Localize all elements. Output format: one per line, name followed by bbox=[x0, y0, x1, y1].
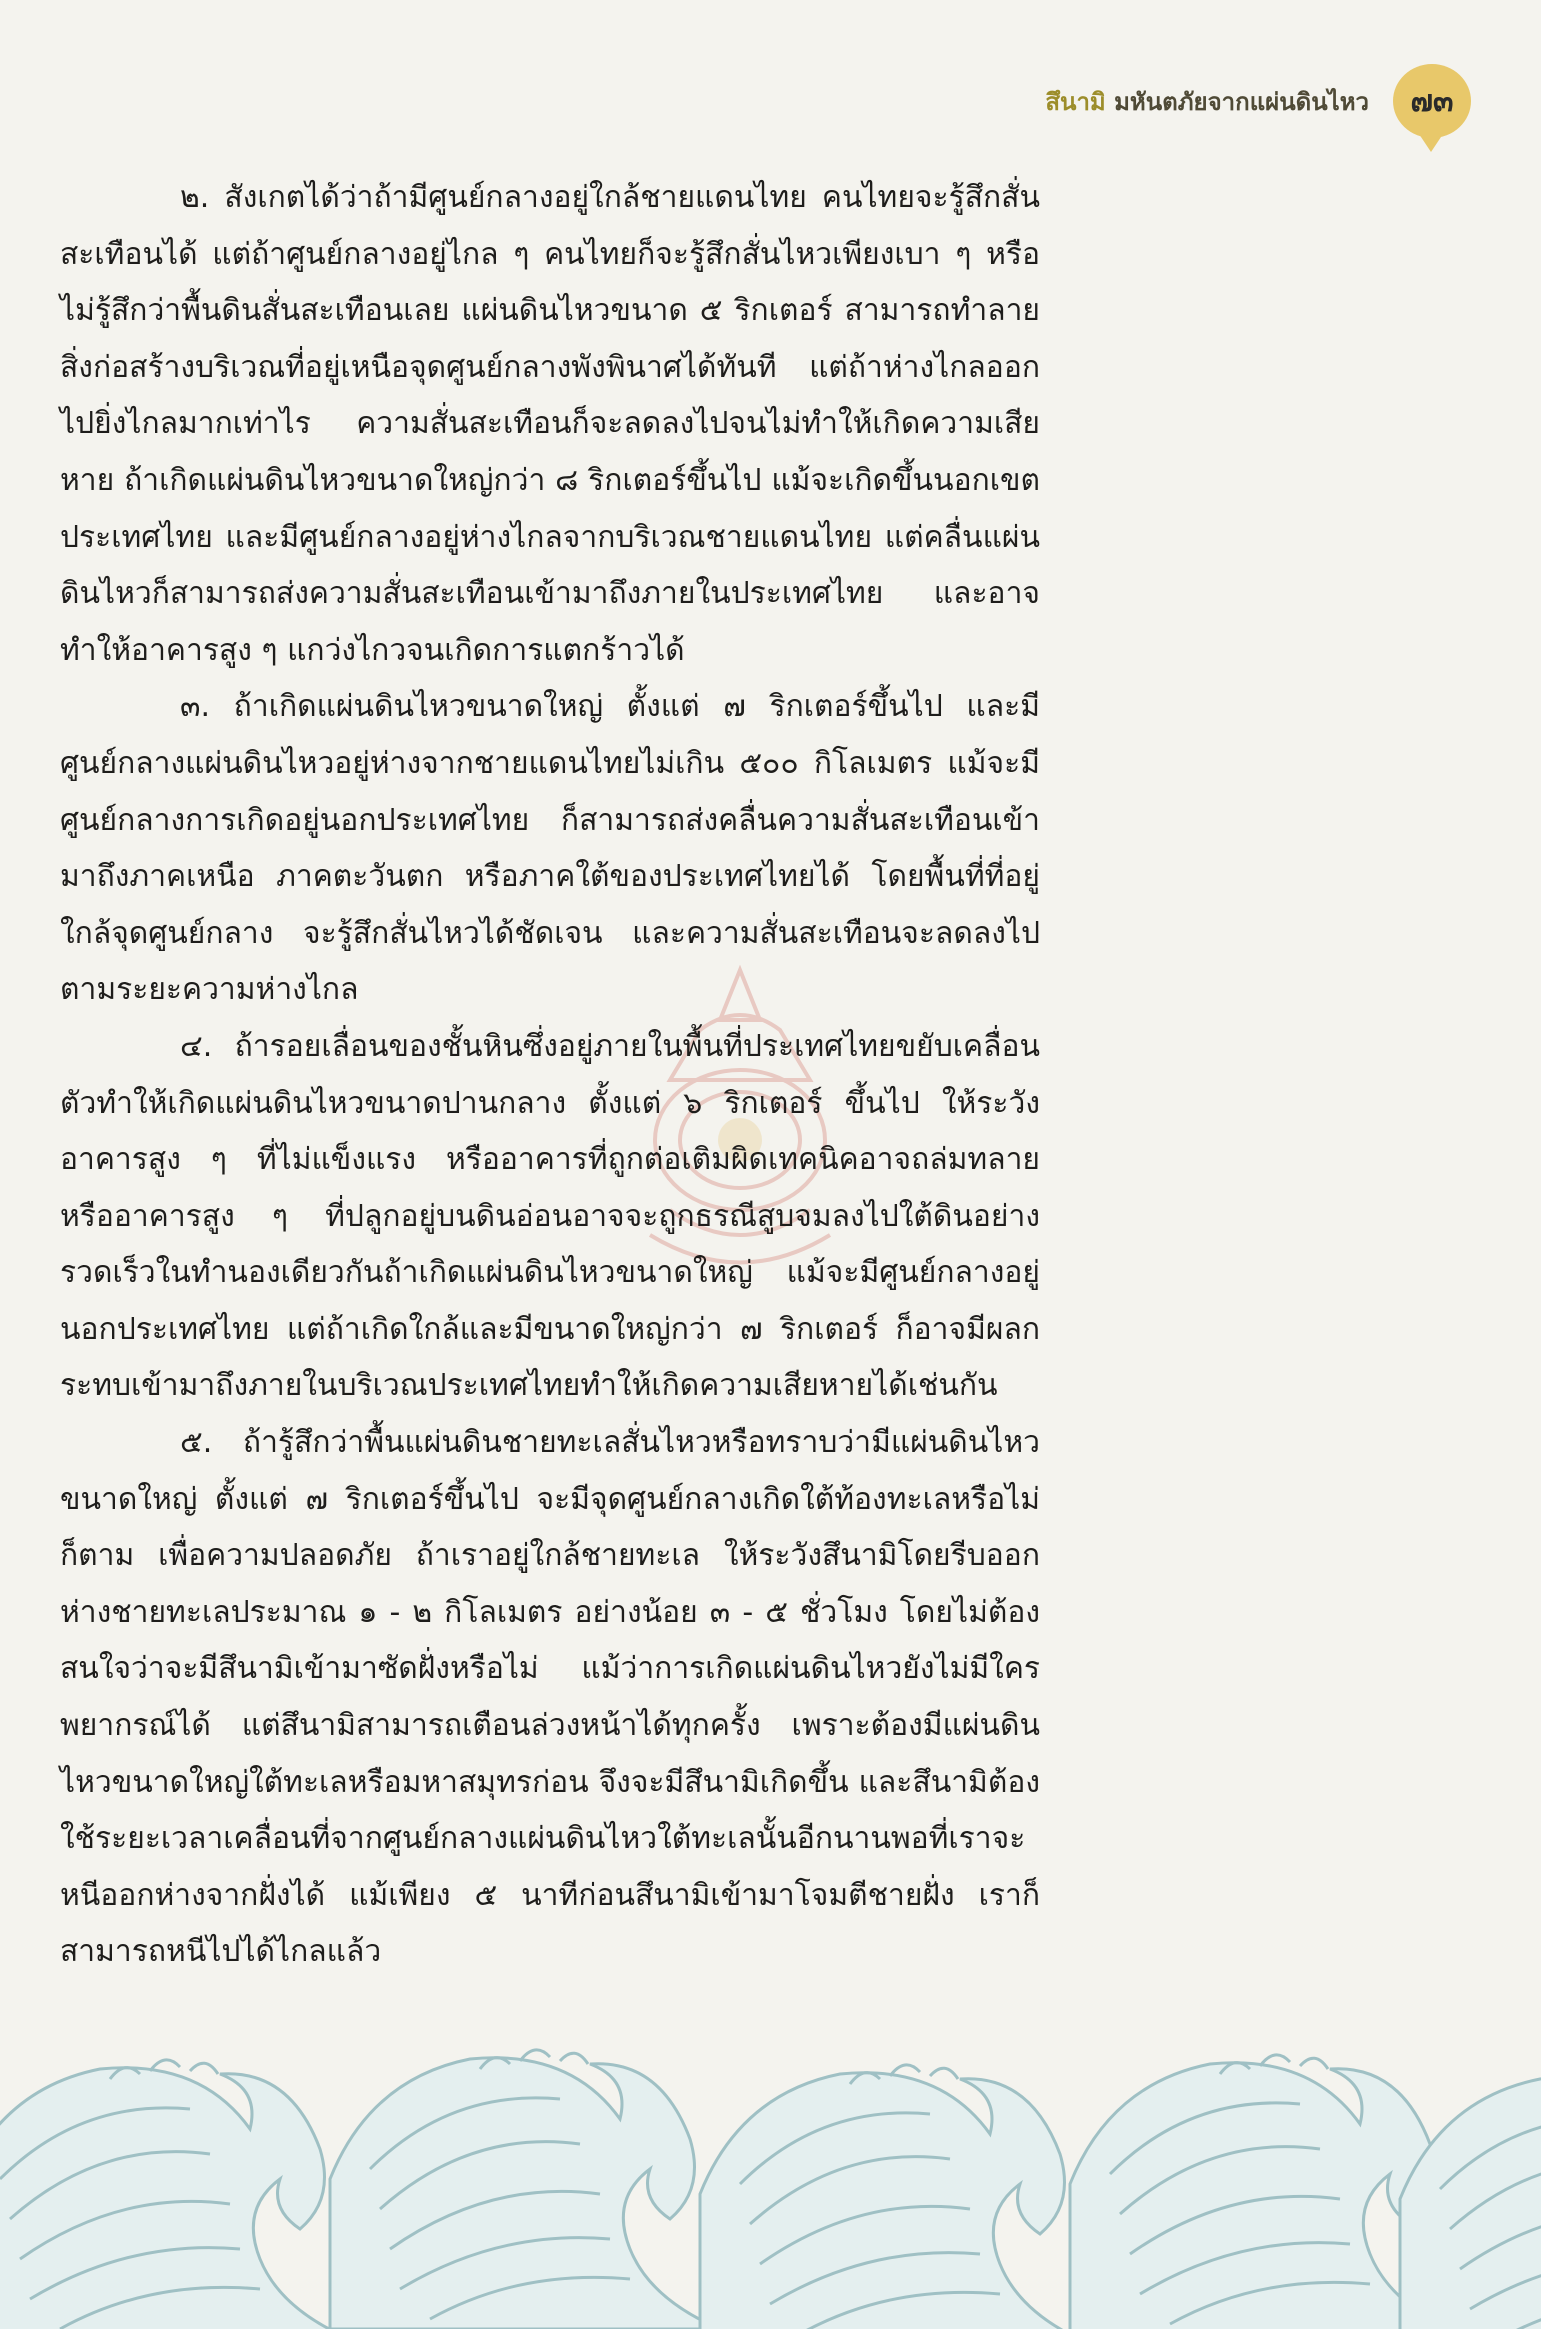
page-header bbox=[1045, 64, 1471, 138]
paragraph-4: ๔. ถ้ารอยเลื่อนของชั้นหินซึ่งอยู่ภายในพื้นที่ประเทศไทยขยับเคลื่อนตัวทำให้เกิดแผ่นดินไหวขนาดปานกลาง ตั้งแต่ ๖ ริกเตอร์ ขึ้นไป ให้ระวังอาคารสูง ๆ ที่ไม่แข็งแรง หรืออาคารที่ถูกต่อเติมผิดเทคนิคอาจถล่มทลาย หรืออาคารสูง ๆ ที่ปลูกอยู่บนดินอ่อนอาจจะถูกธรณีสูบจมลงไปใต้ดินอย่างรวดเร็วในทำนองเดียวกันถ้าเกิดแผ่นดินไหวขนาดใหญ่ แม้จะมีศูนย์กลางอยู่นอกประเทศไทย แต่ถ้าเกิดใกล้และมีขนาดใหญ่กว่า ๗ ริกเตอร์ ก็อาจมีผลกระทบเข้ามาถึงภายในบริเวณประเทศไทยทำให้เกิดความเสียหายได้เช่นกัน bbox=[60, 1028, 1040, 1404]
wave-border-decoration bbox=[0, 1969, 1541, 2329]
paragraph-5: ๕. ถ้ารู้สึกว่าพื้นแผ่นดินชายทะเลสั่นไหวหรือทราบว่ามีแผ่นดินไหวขนาดใหญ่ ตั้งแต่ ๗ ริกเตอร์ขึ้นไป จะมีจุดศูนย์กลางเกิดใต้ท้องทะเลหรือไม่ก็ตาม เพื่อความปลอดภัย ถ้าเราอยู่ใกล้ชายทะเล ให้ระวังสึนามิโดยรีบออกห่างชายทะเลประมาณ ๑ - ๒ กิโลเมตร อย่างน้อย ๓ - ๕ ชั่วโมง โดยไม่ต้องสนใจว่าจะมีสึนามิเข้ามาซัดฝั่งหรือไม่ แม้ว่าการเกิดแผ่นดินไหวยังไม่มีใครพยากรณ์ได้ แต่สึนามิสามารถเตือนล่วงหน้าได้ทุกครั้ง เพราะต้องมีแผ่นดินไหวขนาดใหญ่ใต้ทะเลหรือมหาสมุทรก่อน จึงจะมีสึนามิเกิดขึ้น และสึนามิต้องใช้ระยะเวลาเคลื่อนที่จากศูนย์กลางแผ่นดินไหวใต้ทะเลนั้นอีกนานพอที่เราจะหนีออกห่างจากฝั่งได้ แม้เพียง ๕ นาทีก่อนสึนามิเข้ามาโจมตีชายฝั่ง เราก็สามารถหนีไปได้ไกลแล้ว bbox=[60, 1425, 1040, 1970]
paragraph-3: ๓. ถ้าเกิดแผ่นดินไหวขนาดใหญ่ ตั้งแต่ ๗ ริกเตอร์ขึ้นไป และมีศูนย์กลางแผ่นดินไหวอยู่ห่างจากชายแดนไทยไม่เกิน ๕๐๐ กิโลเมตร แม้จะมีศูนย์กลางการเกิดอยู่นอกประเทศไทย ก็สามารถส่งคลื่นความสั่นสะเทือนเข้ามาถึงภาคเหนือ ภาคตะวันตก หรือภาคใต้ของประเทศไทยได้ โดยพื้นที่ที่อยู่ใกล้จุดศูนย์กลาง จะรู้สึกสั่นไหวได้ชัดเจน และความสั่นสะเทือนจะลดลงไปตามระยะความห่างไกล bbox=[60, 689, 1040, 1008]
main-text bbox=[60, 170, 1040, 1981]
running-title-rest: มหันตภัยจากแผ่นดินไหว bbox=[1105, 87, 1369, 116]
paragraph-2: ๒. สังเกตได้ว่าถ้ามีศูนย์กลางอยู่ใกล้ชายแดนไทย คนไทยจะรู้สึกสั่นสะเทือนได้ แต่ถ้าศูนย์กลางอยู่ไกล ๆ คนไทยก็จะรู้สึกสั่นไหวเพียงเบา ๆ หรือไม่รู้สึกว่าพื้นดินสั่นสะเทือนเลย แผ่นดินไหวขนาด ๕ ริกเตอร์ สามารถทำลายสิ่งก่อสร้างบริเวณที่อยู่เหนือจุดศูนย์กลางพังพินาศได้ทันที แต่ถ้าห่างไกลออกไปยิ่งไกลมากเท่าไร ความสั่นสะเทือนก็จะลดลงไปจนไม่ทำให้เกิดความเสียหาย ถ้าเกิดแผ่นดินไหวขนาดใหญ่กว่า ๘ ริกเตอร์ขึ้นไป แม้จะเกิดขึ้นนอกเขตประเทศไทย และมีศูนย์กลางอยู่ห่างไกลจากบริเวณชายแดนไทย แต่คลื่นแผ่นดินไหวก็สามารถส่งความสั่นสะเทือนเข้ามาถึงภายในประเทศไทย และอาจทำให้อาคารสูง ๆ แกว่งไกวจนเกิดการแตกร้าวได้ bbox=[60, 180, 1040, 668]
page-number: ๗๓ bbox=[1410, 83, 1454, 119]
page-number-badge bbox=[1393, 64, 1471, 138]
running-title-accent: สึนามิ bbox=[1045, 87, 1106, 116]
running-title bbox=[1045, 82, 1369, 121]
